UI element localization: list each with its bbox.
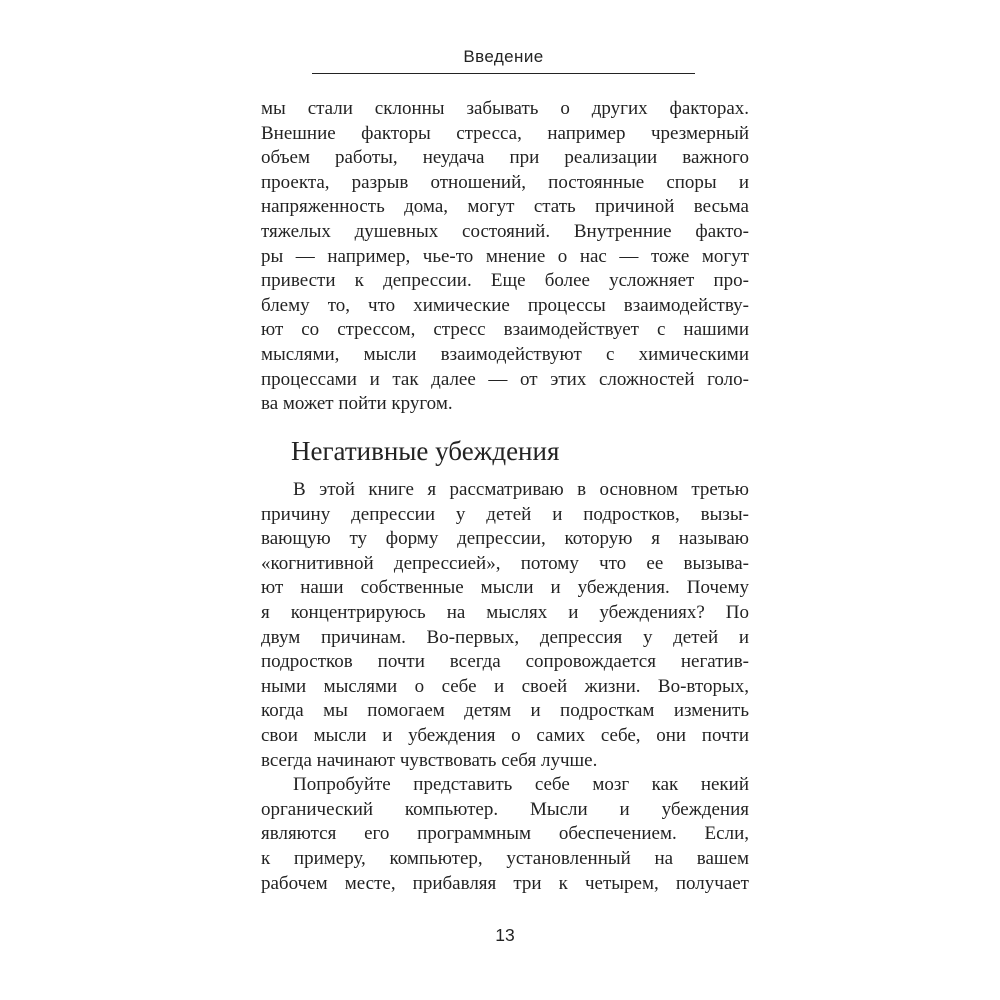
text-line: «когнитивной депрессией», потому что ее вызыва- (261, 552, 749, 574)
text-line: проекта, разрыв отношений, постоянные споры и (261, 171, 749, 193)
text-line: мы стали склонны забывать о других факторах. (261, 98, 749, 119)
text-line: причину депрессии у детей и подростков, вызы- (261, 503, 749, 525)
text-line: Попробуйте представить себе мозг как некий (293, 774, 749, 796)
running-header (312, 47, 695, 74)
text-line: рабочем месте, прибавляя три к четырем, получает (261, 872, 749, 894)
text-line: ры — например, чье-то мнение о нас — тоже могут (261, 245, 749, 267)
paragraph (261, 478, 749, 773)
text-line: мыслями, мысли взаимодействуют с химическими (261, 344, 749, 366)
text-line: ными мыслями о себе и своей жизни. Во-вторых, (261, 675, 749, 697)
text-line: ва может пойти кругом. (261, 393, 453, 415)
text-line: В этой книге я рассматриваю в основном третью (293, 478, 749, 500)
text-line: привести к депрессии. Еще более усложняет про- (261, 270, 749, 292)
text-line: органический компьютер. Мысли и убеждения (261, 798, 749, 820)
text-line: ют со стрессом, стресс взаимодействует с нашими (261, 319, 749, 341)
text-line: я концентрируюсь на мыслях и убеждениях? По (261, 601, 749, 623)
text-line: блему то, что химические процессы взаимодейству- (261, 294, 749, 316)
text-line: когда мы помогаем детям и подросткам изменить (261, 700, 749, 722)
page-number: 13 (495, 925, 515, 945)
text-line: процессами и так далее — от этих сложностей голо- (261, 368, 749, 390)
chapter-title: Введение (463, 47, 544, 66)
text-line: напряженность дома, могут стать причиной весьма (261, 196, 749, 218)
paragraph (261, 773, 749, 896)
text-line: ют наши собственные мысли и убеждения. Почему (261, 577, 749, 599)
text-line: всегда начинают чувствовать себя лучше. (261, 749, 598, 771)
text-line: Внешние факторы стресса, например чрезмерный (261, 122, 749, 144)
text-line: двум причинам. Во-первых, депрессия у детей и (261, 626, 749, 648)
text-line: свои мысли и убеждения о самих себе, они почти (261, 725, 749, 747)
text-line: тяжелых душевных состояний. Внутренние факто- (261, 221, 749, 243)
section-heading: Негативные убеждения (291, 435, 560, 466)
text-line: являются его программным обеспечением. Если, (261, 823, 749, 845)
text-line: подростков почти всегда сопровождается негатив- (261, 651, 749, 673)
text-line: к примеру, компьютер, установленный на вашем (261, 848, 749, 870)
text-line: вающую ту форму депрессии, которую я называю (261, 528, 749, 550)
page-body (261, 97, 749, 896)
paragraph (261, 97, 749, 417)
text-line: объем работы, неудача при реализации важного (261, 147, 749, 169)
